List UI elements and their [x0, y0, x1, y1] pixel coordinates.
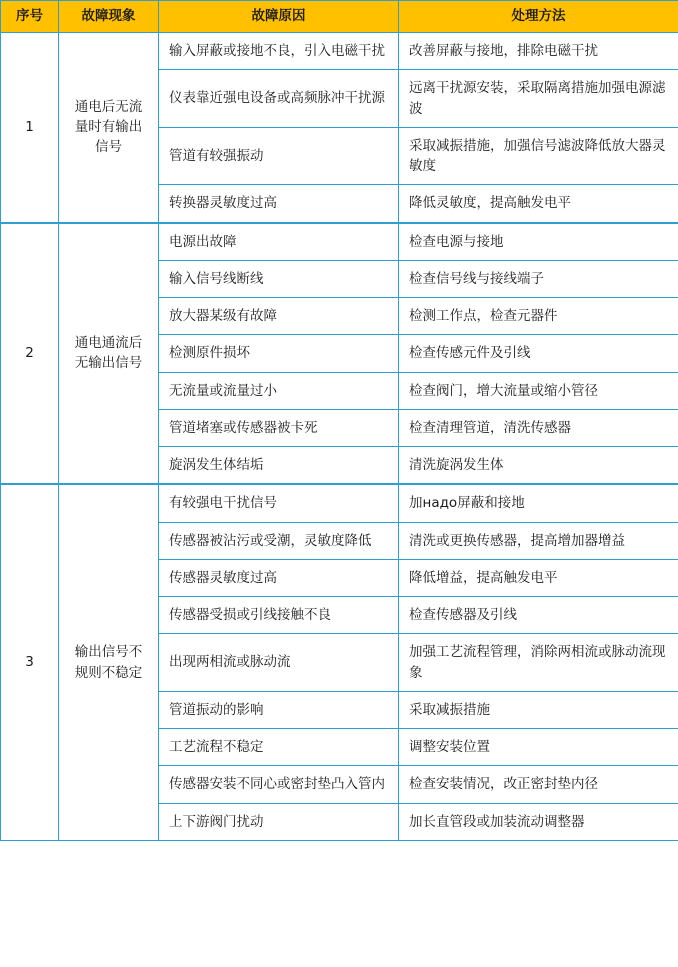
row-index-cell: 1 — [1, 33, 59, 223]
row-index-cell: 2 — [1, 223, 59, 485]
row-index-cell: 3 — [1, 484, 59, 840]
handling-method-cell: 降低增益，提高触发电平 — [399, 559, 678, 596]
fault-cause-cell: 转换器灵敏度过高 — [159, 185, 399, 223]
fault-cause-cell: 检测原件损坏 — [159, 335, 399, 372]
handling-method-cell: 采取减振措施 — [399, 691, 678, 728]
handling-method-cell: 清洗或更换传感器，提高增加器增益 — [399, 522, 678, 559]
handling-method-cell: 加长直管段或加装流动调整器 — [399, 803, 678, 840]
column-header-method: 处理方法 — [399, 1, 678, 33]
fault-cause-cell: 仪表靠近强电设备或高频脉冲干扰源 — [159, 70, 399, 128]
fault-cause-cell: 电源出故障 — [159, 223, 399, 261]
fault-cause-cell: 工艺流程不稳定 — [159, 729, 399, 766]
fault-cause-cell: 上下游阀门扰动 — [159, 803, 399, 840]
fault-symptom-cell: 通电后无流量时有输出信号 — [59, 33, 159, 223]
handling-method-cell: 检查信号线与接线端子 — [399, 260, 678, 297]
handling-method-cell: 远离干扰源安装，采取隔离措施加强电源滤波 — [399, 70, 678, 128]
fault-symptom-cell: 通电通流后无输出信号 — [59, 223, 159, 485]
table-header-row — [1, 1, 678, 33]
fault-symptom-cell: 输出信号不规则不稳定 — [59, 484, 159, 840]
table-row — [1, 484, 678, 522]
handling-method-cell: 加надо屏蔽和接地 — [399, 484, 678, 522]
fault-cause-cell: 放大器某级有故障 — [159, 298, 399, 335]
fault-cause-cell: 出现两相流或脉动流 — [159, 634, 399, 692]
column-header-index: 序号 — [1, 1, 59, 33]
fault-cause-cell: 输入屏蔽或接地不良，引入电磁干扰 — [159, 33, 399, 70]
fault-cause-cell: 传感器灵敏度过高 — [159, 559, 399, 596]
table-row — [1, 33, 678, 70]
handling-method-cell: 降低灵敏度，提高触发电平 — [399, 185, 678, 223]
handling-method-cell: 改善屏蔽与接地，排除电磁干扰 — [399, 33, 678, 70]
handling-method-cell: 检测工作点，检查元器件 — [399, 298, 678, 335]
fault-cause-cell: 传感器安装不同心或密封垫凸入管内 — [159, 766, 399, 803]
handling-method-cell: 加强工艺流程管理，消除两相流或脉动流现象 — [399, 634, 678, 692]
column-header-cause: 故障原因 — [159, 1, 399, 33]
fault-cause-cell: 传感器被沾污或受潮，灵敏度降低 — [159, 522, 399, 559]
fault-cause-cell: 无流量或流量过小 — [159, 372, 399, 409]
fault-cause-cell: 有较强电干扰信号 — [159, 484, 399, 522]
handling-method-cell: 检查传感元件及引线 — [399, 335, 678, 372]
fault-cause-cell: 管道有较强振动 — [159, 127, 399, 185]
handling-method-cell: 检查阀门，增大流量或缩小管径 — [399, 372, 678, 409]
table-body — [1, 33, 678, 841]
column-header-symptom: 故障现象 — [59, 1, 159, 33]
handling-method-cell: 检查电源与接地 — [399, 223, 678, 261]
table-header — [1, 1, 678, 33]
fault-cause-cell: 管道堵塞或传感器被卡死 — [159, 409, 399, 446]
fault-cause-cell: 传感器受损或引线接触不良 — [159, 597, 399, 634]
handling-method-cell: 调整安装位置 — [399, 729, 678, 766]
fault-cause-cell: 输入信号线断线 — [159, 260, 399, 297]
table-row — [1, 223, 678, 261]
handling-method-cell: 检查安装情况，改正密封垫内径 — [399, 766, 678, 803]
fault-cause-cell: 管道振动的影响 — [159, 691, 399, 728]
fault-cause-cell: 旋涡发生体结垢 — [159, 447, 399, 485]
handling-method-cell: 采取减振措施，加强信号滤波降低放大器灵敏度 — [399, 127, 678, 185]
handling-method-cell: 清洗旋涡发生体 — [399, 447, 678, 485]
handling-method-cell: 检查清理管道，清洗传感器 — [399, 409, 678, 446]
handling-method-cell: 检查传感器及引线 — [399, 597, 678, 634]
